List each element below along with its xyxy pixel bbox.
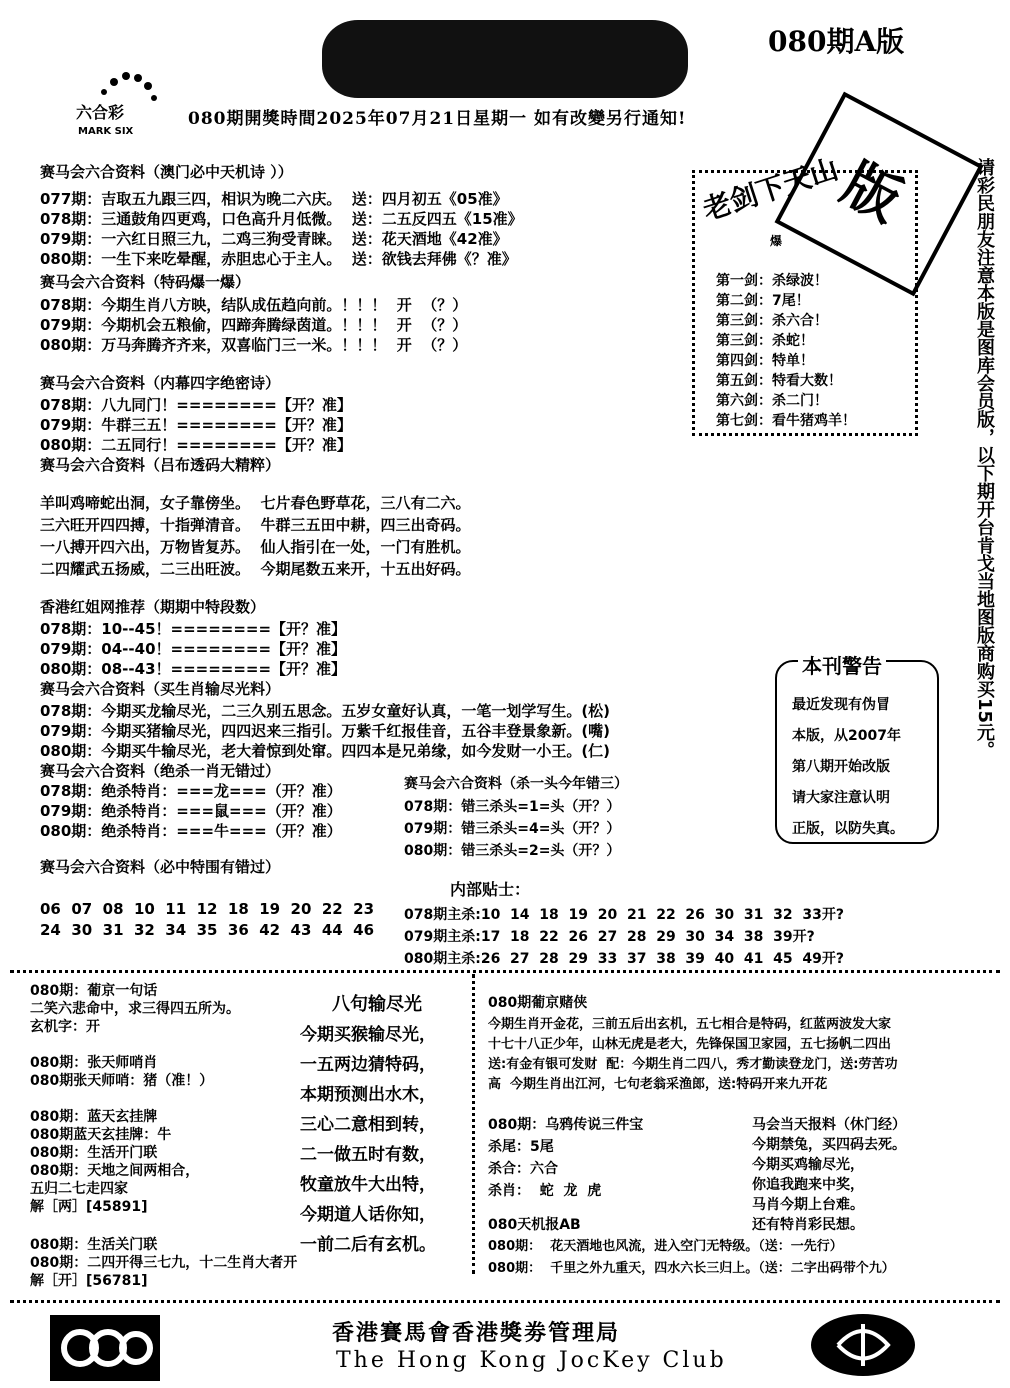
list-item: 杀合：六合	[488, 1161, 558, 1177]
list-item: 三六旺开四四搏，十指弹清音。 牛群三五田中耕，四三出奇码。	[40, 516, 471, 534]
list-item: 送:有金有银可发财 配：今期生肖二四八，秀才勤读登龙门，送:劳苦功	[488, 1057, 898, 1072]
list-item: 078期：八九同门！========【开？准】	[40, 396, 352, 414]
jockey-club-emblem-left	[50, 1315, 160, 1381]
section-title: 赛马会六合资料（买生肖输尽光料）	[40, 680, 281, 698]
draw-notice: 080期開獎時間2025年07月21日星期一 如有改變另行通知!	[188, 109, 687, 129]
divider	[10, 970, 1000, 973]
sword-item: 第一剑：杀绿波！	[716, 273, 828, 289]
list-item: 080期：蓝天玄挂牌	[30, 1109, 158, 1125]
list-item: 080期：绝杀特肖：===牛===（开？准）	[40, 822, 342, 840]
list-item: 079期：今期买猪输尽光，四四迟来三指引。万紫千红报佳音，五谷丰登景象新。(嘴)	[40, 722, 611, 740]
verse-line: 今期道人话你知，	[300, 1205, 436, 1225]
list-item: 080期：二四开得三七九，十二生肖大者开	[30, 1255, 298, 1271]
list-item: 078期：今期生肖八方映，结队成伍趋向前。！！！ 开 （？）	[40, 296, 468, 314]
list-item: 080期：葡京一句话	[30, 983, 158, 999]
sword-item: 第四剑：特单！	[716, 353, 814, 369]
section-title: 赛马会六合资料（特码爆一爆）	[40, 273, 251, 291]
number-row: 24 30 31 32 34 35 36 42 43 44 46	[40, 921, 375, 939]
verse-line: 一前二后有玄机。	[300, 1235, 436, 1255]
list-item: 079期：错三杀头=4=头（开？）	[404, 821, 621, 837]
number-row: 06 07 08 10 11 12 18 19 20 22 23	[40, 900, 375, 918]
sword-subtitle: 爆	[770, 234, 783, 248]
section-title: 赛马会六合资料（澳门必中天机诗 ））	[40, 163, 293, 181]
svg-text:六合彩: 六合彩	[76, 103, 125, 122]
list-item: 079期：牛群三五！========【开？准】	[40, 416, 352, 434]
section-title: 赛马会六合资料（必中特围有错过）	[40, 858, 281, 876]
section-title: 赛马会六合资料（杀一头今年错三）	[404, 776, 628, 792]
masthead-title	[322, 20, 688, 98]
list-item: 解［开］[56781]	[30, 1273, 148, 1289]
section-title: 赛马会六合资料（吕布透码大精粹）	[40, 456, 281, 474]
list-item: 079期：绝杀特肖：===鼠===（开？准）	[40, 802, 342, 820]
verse-line: 一五两边猜特码，	[300, 1055, 436, 1075]
list-item: 078期：今期买龙输尽光，二三久别五思念。五岁女童好认真，一笔一划学写生。(松)	[40, 702, 611, 720]
list-item: 080期： 花天酒地也风流，进入空门无特级。（送：一先行）	[488, 1239, 843, 1254]
list-item: 080期：万马奔腾齐齐来，双喜临门三一米。！！！ 开 （？）	[40, 336, 468, 354]
divider	[472, 974, 475, 1274]
list-item: 078期：错三杀头=1=头（开？）	[404, 799, 621, 815]
list-item: 一八搏开四六出，万物皆复苏。 仙人指引在一处，一门有胜机。	[40, 538, 471, 556]
list-item: 080期：今期买牛输尽光，老大着惊到处窜。四四本是兄弟缘，如今发财一小王。(仁)	[40, 742, 611, 760]
list-item: 马肖今期上台难。	[752, 1197, 864, 1213]
stamp-text: 版	[831, 150, 913, 235]
list-item: 079期：04--40！========【开？准】	[40, 640, 347, 658]
sword-title: 老剑下天山	[698, 152, 843, 227]
list-item: 二笑六悲命中，求三得四五所为。	[30, 1001, 240, 1017]
lottery-emblem-right	[808, 1312, 918, 1378]
list-item: 今期禁兔，买四码去死。	[752, 1137, 906, 1153]
list-item: 078期主杀:10 14 18 19 20 21 22 26 30 31 32 33开?	[404, 907, 844, 923]
sword-item: 第二剑：7尾！	[716, 293, 810, 309]
list-item: 078期：绝杀特肖：===龙===（开？准）	[40, 782, 342, 800]
list-item: 079期主杀:17 18 22 26 27 28 29 30 34 38 39开?	[404, 929, 815, 945]
list-item: 高 今期生肖出江河，七句老翁采渔郎，送:特码开来九开花	[488, 1077, 828, 1092]
verse-line: 三心二意相到转，	[300, 1115, 436, 1135]
warning-title: 本刊警告	[798, 650, 886, 679]
list-item: 你追我跑来中奖，	[752, 1177, 864, 1193]
list-item: 羊叫鸡啼蛇出洞，女子靠傍坐。 七片春色野草花，三八有二六。	[40, 494, 471, 512]
list-item: 马会当天报料（休门经）	[752, 1117, 906, 1133]
list-item: 078期：10--45！========【开？准】	[40, 620, 347, 638]
list-item: 080期：天地之间两相合，	[30, 1163, 200, 1179]
verse-line: 本期预测出水木，	[300, 1085, 436, 1105]
verse-line: 今期买猴输尽光，	[300, 1025, 436, 1045]
sword-item: 第三剑：杀蛇！	[716, 333, 814, 349]
internal-title: 内部贴士：	[450, 880, 531, 899]
list-item: 080期：生活关门联	[30, 1237, 158, 1253]
sword-item: 第六剑：杀二门！	[716, 393, 828, 409]
list-item: 解［两］[45891]	[30, 1199, 148, 1215]
mark-six-logo	[74, 70, 184, 140]
footer-organization-cn: 香港賽馬會香港獎劵管理局	[332, 1320, 621, 1346]
list-item: 078期：三通鼓角四更鸡，口色高升月低微。 送：二五反四五《15准》	[40, 210, 523, 228]
list-item: 080期： 千里之外九重天，四水六长三归上。（送：二字出码带个九）	[488, 1261, 895, 1276]
sword-item: 第五剑：特看大数！	[716, 373, 842, 389]
list-item: 080期：一生下来吃晕醒，赤胆忠心于主人。 送：欲钱去拜佛《？准》	[40, 250, 517, 268]
list-item: 玄机字：开	[30, 1019, 100, 1035]
section-title: 香港红姐网推荐（期期中特段数）	[40, 598, 266, 616]
side-note: 请彩民朋友注意本版是图库会员版，以下期开台肯戈当地图版商购买15元。	[974, 158, 995, 760]
svg-text:MARK SIX: MARK SIX	[78, 126, 134, 137]
verse-line: 二一做五时有数，	[300, 1145, 436, 1165]
list-item: 080天机报AB	[488, 1217, 581, 1233]
list-item: 079期：一六红日照三九，二鸡三狗受青睐。 送：花天酒地《42准》	[40, 230, 508, 248]
list-item: 079期：今期机会五粮偷，四蹄奔腾绿茵道。！！！ 开 （？）	[40, 316, 468, 334]
sword-item: 第三剑：杀六合！	[716, 313, 828, 329]
issue-edition: 080期A版	[768, 25, 905, 58]
list-item: 今期生肖开金花，三前五后出玄机，五七相合是特码，红蓝两波发大家	[488, 1017, 892, 1032]
list-item: 080期主杀:26 27 28 29 33 37 38 39 40 41 45 49开?	[404, 951, 844, 967]
list-item: 080期：错三杀头=2=头（开？）	[404, 843, 621, 859]
list-item: 080期张天师哨：猪（准！）	[30, 1073, 214, 1089]
list-item: 080期：08--43！========【开？准】	[40, 660, 347, 678]
list-item: 080期蓝天玄挂牌：牛	[30, 1127, 172, 1143]
list-item: 080期：张天师哨肖	[30, 1055, 158, 1071]
masthead-banner	[322, 20, 688, 98]
section-title: 赛马会六合资料（内幕四字绝密诗）	[40, 374, 281, 392]
section-title: 080期葡京赌侠	[488, 995, 588, 1011]
divider	[10, 1300, 1000, 1303]
list-item: 080期：二五同行！========【开？准】	[40, 436, 352, 454]
verse-line: 牧童放牛大出特，	[300, 1175, 436, 1195]
list-item: 杀肖： 蛇 龙 虎	[488, 1183, 602, 1199]
eight-lines-title: 八句输尽光	[332, 994, 422, 1015]
list-item: 十七十八正少年，山林无虎是老大，先锋保国卫家园，五七扬帆二四出	[488, 1037, 892, 1052]
list-item: 二四耀武五扬威，二三出旺波。 今期尾数五来开，十五出好码。	[40, 560, 471, 578]
list-item: 今期买鸡输尽光，	[752, 1157, 864, 1173]
list-item: 080期：生活开门联	[30, 1145, 158, 1161]
footer-organization-en: The Hong Kong JocKey Club	[336, 1348, 727, 1373]
section-title: 赛马会六合资料（绝杀一肖无错过）	[40, 762, 281, 780]
list-item: 还有特肖彩民想。	[752, 1217, 864, 1233]
list-item: 080期：乌鸦传说三件宝	[488, 1117, 644, 1133]
sword-item: 第七剑：看牛猪鸡羊！	[716, 413, 856, 429]
list-item: 五归二七走四家	[30, 1181, 128, 1197]
list-item: 077期：吉取五九跟三四，相识为晚二六庆。 送：四月初五《05准》	[40, 190, 508, 208]
warning-body: 最近发现有伪冒 本版，从2007年 第八期开始改版 请大家注意认明 正版，以防失真。	[792, 697, 904, 837]
list-item: 杀尾：5尾	[488, 1139, 554, 1155]
